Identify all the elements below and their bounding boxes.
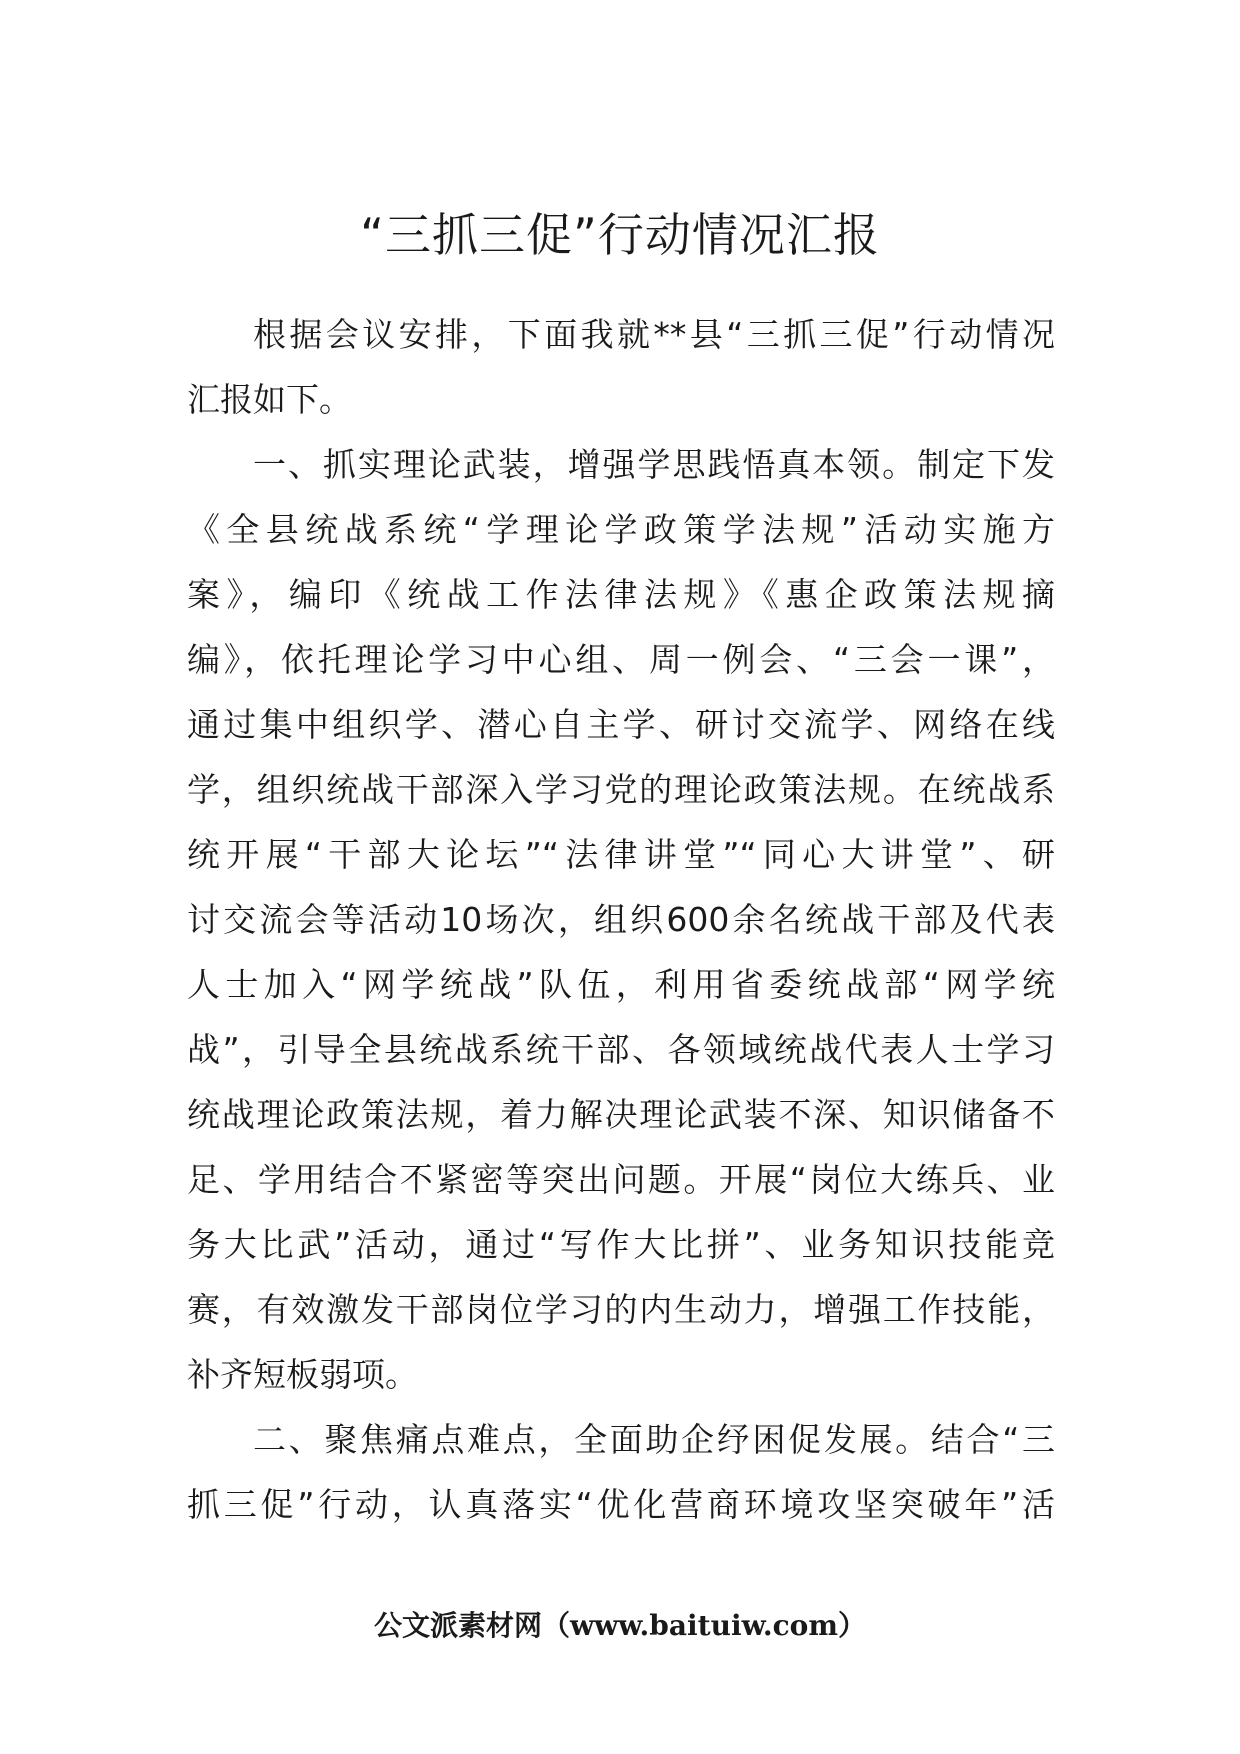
body-line: 《全县统战系统“学理论学政策学法规”活动实施方 (187, 510, 1055, 549)
body-line: 编》，依托理论学习中心组、周一例会、“三会一课”， (187, 640, 1055, 679)
document-title: “三抓三促”行动情况汇报 (360, 208, 880, 262)
body-line: 足、学用结合不紧密等突出问题。开展“岗位大练兵、业 (187, 1160, 1055, 1199)
body-line: 补齐短板弱项。 (187, 1355, 418, 1394)
watermark-footer (0, 1606, 1240, 1646)
body-line: 讨交流会等活动10场次，组织600余名统战干部及代表 (187, 900, 1055, 939)
body-line: 统战理论政策法规，着力解决理论武装不深、知识储备不 (187, 1095, 1055, 1134)
body-line: 学，组织统战干部深入学习党的理论政策法规。在统战系 (187, 770, 1055, 809)
footer-url: （www.baituiw.com） (542, 1609, 866, 1642)
body-line: 根据会议安排，下面我就**县“三抓三促”行动情况 (253, 315, 1055, 354)
body-line: 人士加入“网学统战”队伍，利用省委统战部“网学统 (187, 965, 1055, 1004)
body-line: 统开展“干部大论坛”“法律讲堂”“同心大讲堂”、研 (187, 835, 1055, 874)
body-line: 案》，编印《统战工作法律法规》《惠企政策法规摘 (187, 575, 1055, 614)
body-line: 一、抓实理论武装，增强学思践悟真本领。制定下发 (253, 445, 1055, 484)
body-line: 二、聚焦痛点难点，全面助企纾困促发展。结合“三 (253, 1420, 1055, 1459)
body-line: 务大比武”活动，通过“写作大比拼”、业务知识技能竞 (187, 1225, 1055, 1264)
body-line: 抓三促”行动，认真落实“优化营商环境攻坚突破年”活 (187, 1485, 1055, 1524)
body-line: 战”，引导全县统战系统干部、各领域统战代表人士学习 (187, 1030, 1055, 1069)
body-line: 赛，有效激发干部岗位学习的内生动力，增强工作技能， (187, 1290, 1055, 1329)
document-body (187, 302, 1055, 1537)
body-line: 通过集中组织学、潜心自主学、研讨交流学、网络在线 (187, 705, 1055, 744)
footer-site-name: 公文派素材网 (374, 1609, 543, 1642)
body-line: 汇报如下。 (187, 380, 352, 419)
